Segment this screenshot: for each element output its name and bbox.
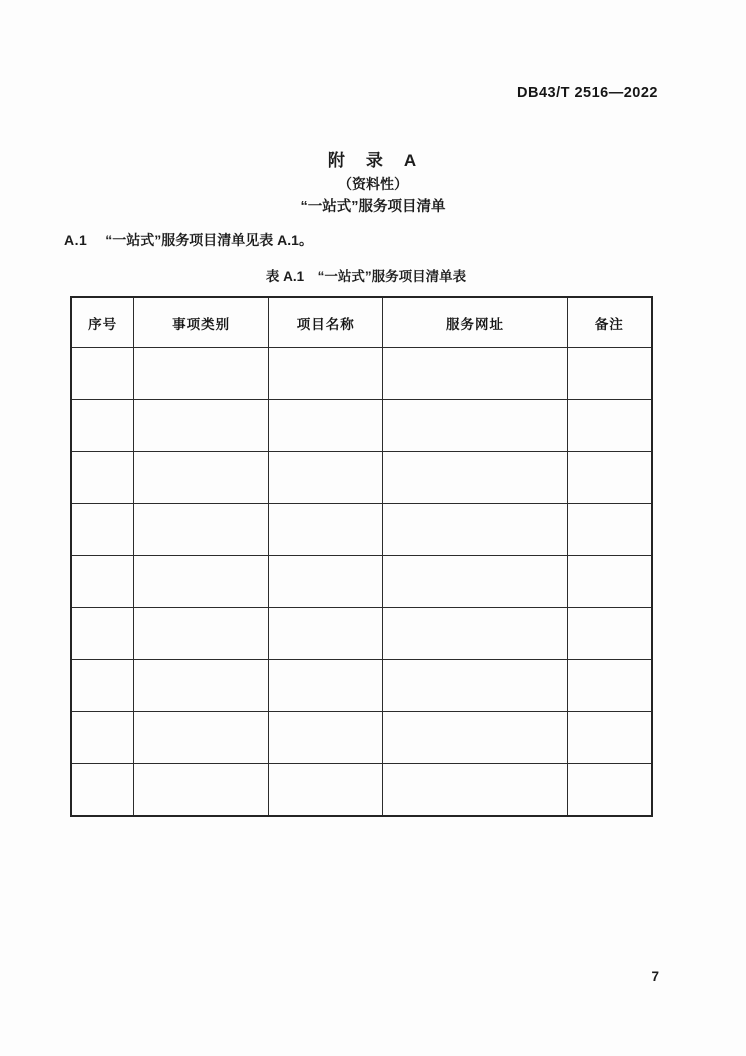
table-cell <box>567 556 652 608</box>
table-cell <box>71 608 134 660</box>
table-body <box>71 348 652 817</box>
table-cell <box>567 660 652 712</box>
table-cell <box>383 348 567 400</box>
table-cell <box>269 608 383 660</box>
table-cell <box>71 452 134 504</box>
table-cell <box>134 660 269 712</box>
column-header-wangzhi: 服务网址 <box>383 297 567 348</box>
table-cell <box>71 556 134 608</box>
table-cell <box>71 348 134 400</box>
table-cell <box>134 556 269 608</box>
table-cell <box>134 348 269 400</box>
table-cell <box>71 660 134 712</box>
standard-number: DB43/T 2516—2022 <box>517 85 658 101</box>
table-cell <box>269 764 383 817</box>
table-cell <box>383 504 567 556</box>
table-cell <box>383 452 567 504</box>
table-cell <box>269 660 383 712</box>
table-cell <box>383 660 567 712</box>
table-header-row <box>71 297 652 348</box>
table-row <box>71 348 652 400</box>
page-number: 7 <box>651 969 659 984</box>
appendix-type-label: （资料性） <box>338 176 408 192</box>
table-row <box>71 556 652 608</box>
table-cell <box>71 712 134 764</box>
table-cell <box>134 712 269 764</box>
table-cell <box>383 764 567 817</box>
service-list-table <box>70 296 653 817</box>
clause-text: “一站式”服务项目清单见表 A.1。 <box>105 232 313 248</box>
table-cell <box>269 556 383 608</box>
column-header-mingcheng: 项目名称 <box>269 297 383 348</box>
table-cell <box>269 400 383 452</box>
table-cell <box>567 712 652 764</box>
table-cell <box>567 400 652 452</box>
table-cell <box>567 504 652 556</box>
table-cell <box>134 608 269 660</box>
column-header-leibie: 事项类别 <box>134 297 269 348</box>
appendix-title: 附 录 A <box>327 151 419 170</box>
column-header-beizhu: 备注 <box>567 297 652 348</box>
table-cell <box>567 608 652 660</box>
table-cell <box>383 400 567 452</box>
table-caption: 表 A.1 “一站式”服务项目清单表 <box>265 269 467 284</box>
table-cell <box>134 504 269 556</box>
table-cell <box>567 348 652 400</box>
table-cell <box>383 712 567 764</box>
table-cell <box>567 452 652 504</box>
table-cell <box>269 452 383 504</box>
table-cell <box>134 400 269 452</box>
table-cell <box>383 556 567 608</box>
table-cell <box>383 608 567 660</box>
appendix-title-block <box>0 150 746 219</box>
table-cell <box>269 504 383 556</box>
table-row <box>71 504 652 556</box>
table-cell <box>71 764 134 817</box>
table-cell <box>269 348 383 400</box>
table-row <box>71 764 652 817</box>
table-row <box>71 452 652 504</box>
table-cell <box>567 764 652 817</box>
clause-a1 <box>64 231 682 250</box>
table-cell <box>269 712 383 764</box>
table-cell <box>134 452 269 504</box>
table-row <box>71 660 652 712</box>
table-row <box>71 608 652 660</box>
column-header-xuhao: 序号 <box>71 297 134 348</box>
appendix-heading: “一站式”服务项目清单 <box>300 199 446 215</box>
table-cell <box>71 400 134 452</box>
table-cell <box>71 504 134 556</box>
table-row <box>71 400 652 452</box>
clause-number: A.1 <box>64 232 88 248</box>
table-cell <box>134 764 269 817</box>
table-row <box>71 712 652 764</box>
